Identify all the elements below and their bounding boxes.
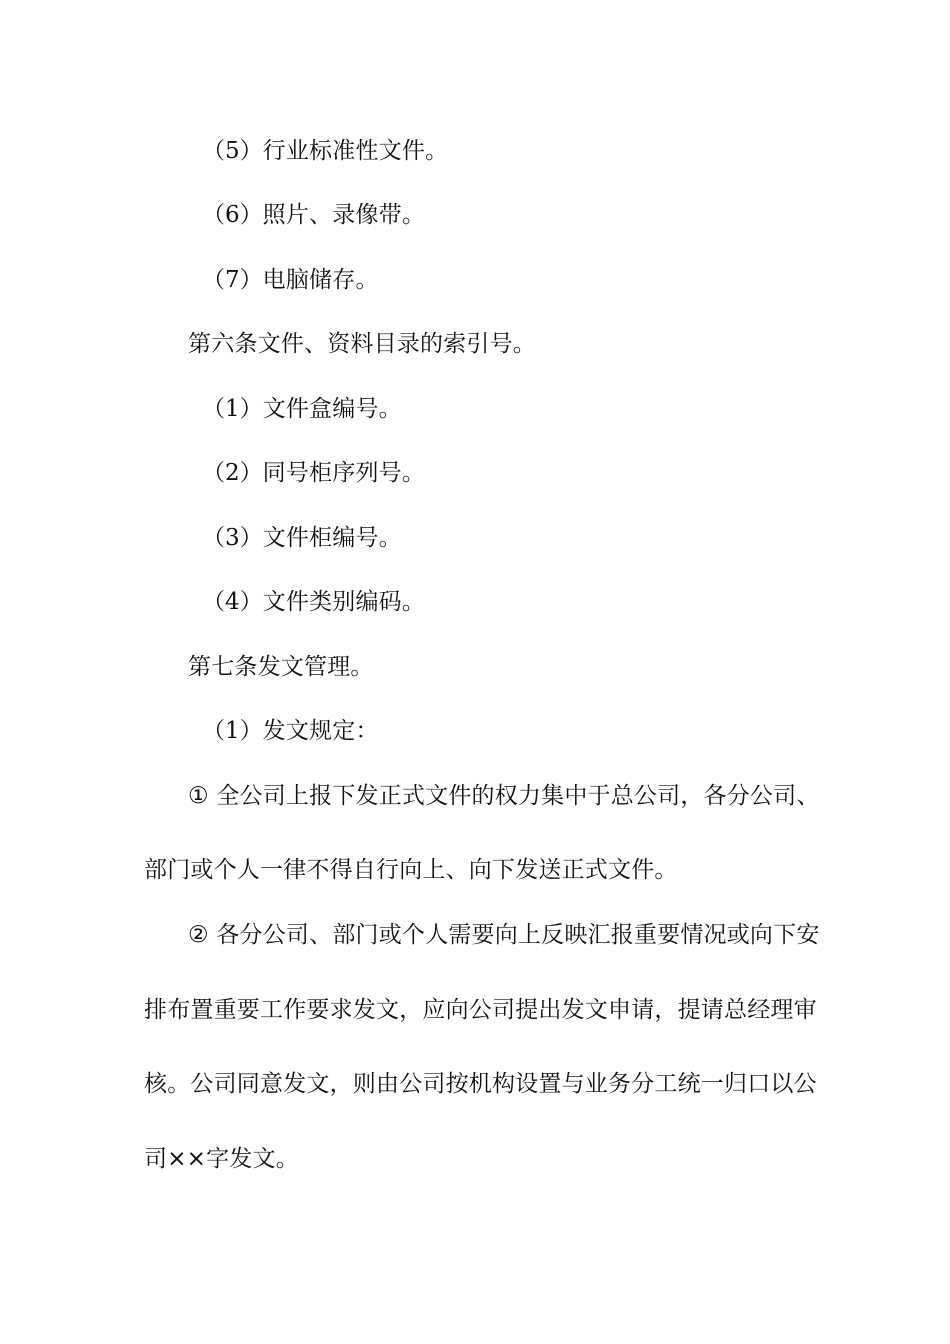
list-item-5 xyxy=(202,136,448,166)
list-item-text: 同号柜序列号。 xyxy=(262,460,426,486)
list-item-6 xyxy=(202,200,425,230)
clause-2-line-1: ② 各分公司、部门或个人需要向上反映汇报重要情况或向下安 xyxy=(188,922,820,948)
clause-1-line-2: 部门或个人一律不得自行向上、向下发送正式文件。 xyxy=(144,857,678,883)
list-item-number: （5） xyxy=(202,138,263,164)
list-item-number: （1） xyxy=(202,396,263,422)
list-item-text: 行业标准性文件。 xyxy=(262,138,449,164)
article-6-heading: 第六条文件、资料目录的索引号。 xyxy=(188,331,536,357)
list-item-text: 文件盒编号。 xyxy=(262,396,402,422)
list-item-number: （7） xyxy=(202,267,263,293)
list-item-text: 文件类别编码。 xyxy=(262,589,426,615)
list-item-7 xyxy=(202,265,379,295)
list-item-number: （3） xyxy=(202,525,263,551)
list-item-number: （2） xyxy=(202,460,263,486)
article-7-heading: 第七条发文管理。 xyxy=(188,654,374,680)
clause-2-line-3: 核。公司同意发文，则由公司按机构设置与业务分工统一归口以公 xyxy=(144,1071,817,1097)
article-6-item-1 xyxy=(202,394,402,424)
clause-2-line-2: 排布置重要工作要求发文，应向公司提出发文申请，提请总经理审 xyxy=(144,997,817,1023)
article-7-item-1 xyxy=(202,716,379,746)
list-item-number: （4） xyxy=(202,589,263,615)
list-item-number: （6） xyxy=(202,202,263,228)
list-item-text: 照片、录像带。 xyxy=(262,202,426,228)
article-6-item-4 xyxy=(202,587,425,617)
clause-2-line-4: 司××字发文。 xyxy=(144,1146,299,1172)
list-item-number: （1） xyxy=(202,718,263,744)
article-6-item-2 xyxy=(202,458,425,488)
list-item-text: 电脑储存。 xyxy=(262,267,379,293)
list-item-text: 文件柜编号。 xyxy=(262,525,402,551)
clause-1-line-1: ① 全公司上报下发正式文件的权力集中于总公司，各分公司、 xyxy=(188,783,820,809)
list-item-text: 发文规定： xyxy=(262,718,379,744)
article-6-item-3 xyxy=(202,523,402,553)
